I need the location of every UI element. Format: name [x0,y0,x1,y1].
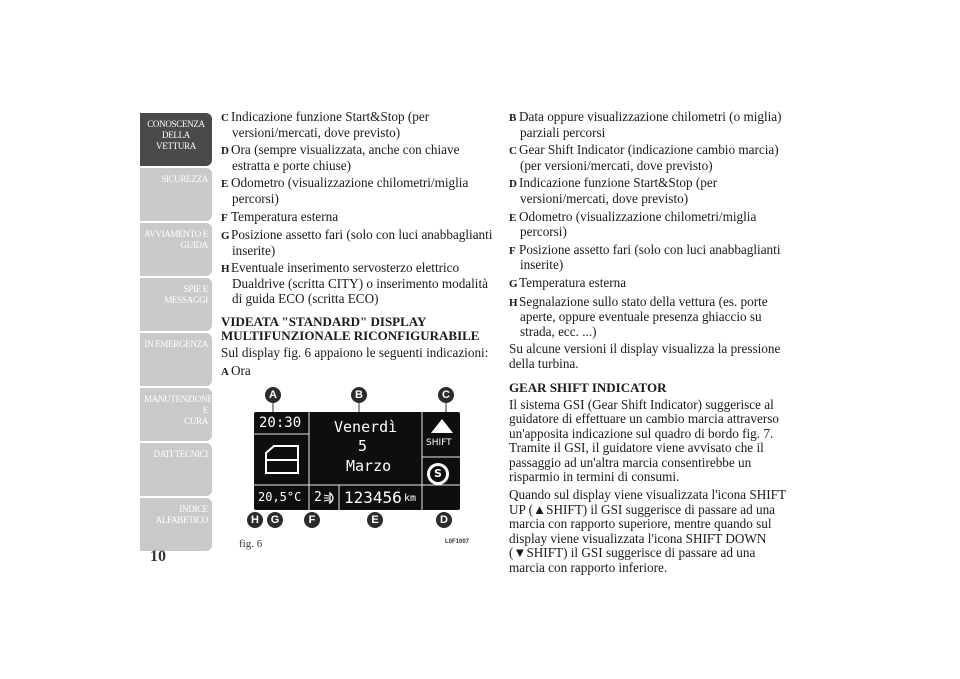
item-text: Indicazione funzione Start&Stop (per versioni/mercati, dove previsto) [231,109,430,140]
item-key: E [509,211,517,224]
item-key: D [509,178,517,191]
figure-caption: fig. 6 [239,538,263,550]
callout-a: A [265,387,281,403]
sidebar-tab-5[interactable] [140,388,212,441]
chapter-sidebar [140,113,212,553]
list-item [509,110,789,140]
list-item [221,110,493,140]
turbo-paragraph: Su alcune versioni il display visualizza la pressione della turbina. [509,341,781,371]
item-key: D [221,145,229,158]
list-item [221,364,493,380]
item-key: F [509,244,516,257]
item-text: Posizione assetto fari (solo con luci anabbaglianti inserite) [231,227,493,258]
sidebar-tab-3[interactable] [140,278,212,331]
sidebar-tab-2[interactable] [140,223,212,276]
sidebar-tab-label: SICUREZZA [161,174,208,184]
section-heading-gsi: GEAR SHIFT INDICATOR [509,379,667,395]
item-key: C [221,112,229,124]
callout-e: E [367,512,383,528]
sidebar-tab-label: INDICE ALFABETICO [155,504,208,525]
item-key: B [509,112,517,124]
display-month: Marzo [346,457,392,475]
item-key: G [221,230,230,243]
sidebar-tab-1[interactable] [140,168,212,221]
list-item [221,143,493,173]
list-item [221,228,493,258]
item-key: A [221,365,229,378]
startstop-icon [427,463,449,485]
door-status-icon [262,443,302,477]
callout-g: G [267,512,283,528]
list-item [509,276,789,292]
sidebar-tab-label: AVVIAMENTO E GUIDA [144,229,208,250]
item-key: G [509,277,518,290]
item-key: H [221,263,230,276]
sidebar-tab-label: CONOSCENZA DELLA VETTURA [147,119,205,151]
item-key: H [509,296,518,309]
display-day: Venerdì [334,418,398,436]
item-text: Gear Shift Indicator (indicazione cambio marcia) (per versioni/mercati, dove previsto) [519,142,779,173]
item-key: E [221,178,229,191]
multifunction-display [254,412,460,510]
startstop-letter: S [430,466,446,482]
item-text: Odometro (visualizzazione chilometri/miglia percorsi) [231,175,469,206]
callout-d: D [436,512,452,528]
item-text: Temperatura esterna [519,274,627,290]
item-text: Data oppure visualizzazione chilometri (o miglia) parziali percorsi [519,109,782,140]
display-shift-label: SHIFT [426,438,452,448]
display-odometer: 123456 [344,488,402,507]
sidebar-tab-6[interactable] [140,443,212,496]
display-date-number: 5 [358,437,368,455]
headlight-icon [323,491,337,505]
item-text: Posizione assetto fari (solo con luci anabbaglianti inserite) [519,241,781,273]
sidebar-tab-label: SPIE E MESSAGGI [164,284,208,305]
callout-h: H [247,512,263,528]
section-heading-standard-display: VIDEATA "STANDARD" DISPLAY MULTIFUNZIONALE RICONFIGURABILE [221,314,480,344]
display-odometer-unit: km [404,493,417,504]
item-text: Ora [231,362,251,378]
item-text: Temperatura esterna [231,208,339,224]
intro-paragraph: Sul display fig. 6 appaiono le seguenti indicazioni: [221,345,489,361]
list-item [509,176,789,206]
callout-c: C [438,387,454,403]
item-text: Eventuale inserimento servosterzo elettrico Dualdrive (scritta CITY) o inserimento modalità di guida ECO (scritta ECO) [231,260,488,306]
display-time: 20:30 [259,415,302,431]
sidebar-tab-4[interactable] [140,333,212,386]
shift-up-icon [430,418,454,434]
gsi-paragraph-2: Quando sul display viene visualizzata l'icona SHIFT UP (▲SHIFT) il GSI suggerisce di passare ad una marcia con rapporto superiore, mentre quando sul display viene visualizzata l'icona SHIFT DOWN (▼SHIFT) il GSI suggerisce di passare ad una marcia con rapporto inferiore. [509,487,786,576]
item-text: Odometro (visualizzazione chilometri/miglia percorsi) [519,208,757,240]
display-figure [237,381,475,533]
list-item [509,143,789,173]
list-item [509,243,789,273]
display-headlight-level: 2 [314,490,322,505]
list-item [509,295,789,340]
item-text: Indicazione funzione Start&Stop (per versioni/mercati, dove previsto) [519,175,718,206]
callout-b: B [351,387,367,403]
list-item [509,210,789,240]
item-text: Segnalazione sullo stato della vettura (es. porte aperte, oppure eventuale presenza ghiaccio su strada, ecc. ...) [519,293,768,339]
figure-code: L0F1007 [445,539,470,545]
item-key: F [221,211,228,224]
item-text: Ora (sempre visualizzata, anche con chiave estratta e porte chiuse) [231,142,460,173]
sidebar-tab-label: DATI TECNICI [153,449,208,459]
list-item [221,210,493,226]
sidebar-tab-label: IN EMERGENZA [144,339,208,349]
callout-f: F [304,512,320,528]
list-item [221,176,493,206]
left-column [221,110,493,382]
list-item [221,261,493,306]
sidebar-tab-7[interactable] [140,498,212,551]
gsi-paragraph-1: Il sistema GSI (Gear Shift Indicator) suggerisce al guidatore di effettuare un cambio marcia attraverso un'apposita indicazione sul quadro di bordo fig. 7. Tramite il GSI, il guidatore viene avvisato che il passaggio ad un'altra marcia consentirebbe un risparmio in termini di consumi. [509,396,779,485]
page-number: 10 [150,548,166,565]
right-column [509,110,789,579]
sidebar-tab-0[interactable] [140,113,212,166]
sidebar-tab-label: MANUTENZIONE E CURA [144,394,213,426]
display-temperature: 20,5°C [258,490,302,504]
item-key: C [509,145,517,158]
